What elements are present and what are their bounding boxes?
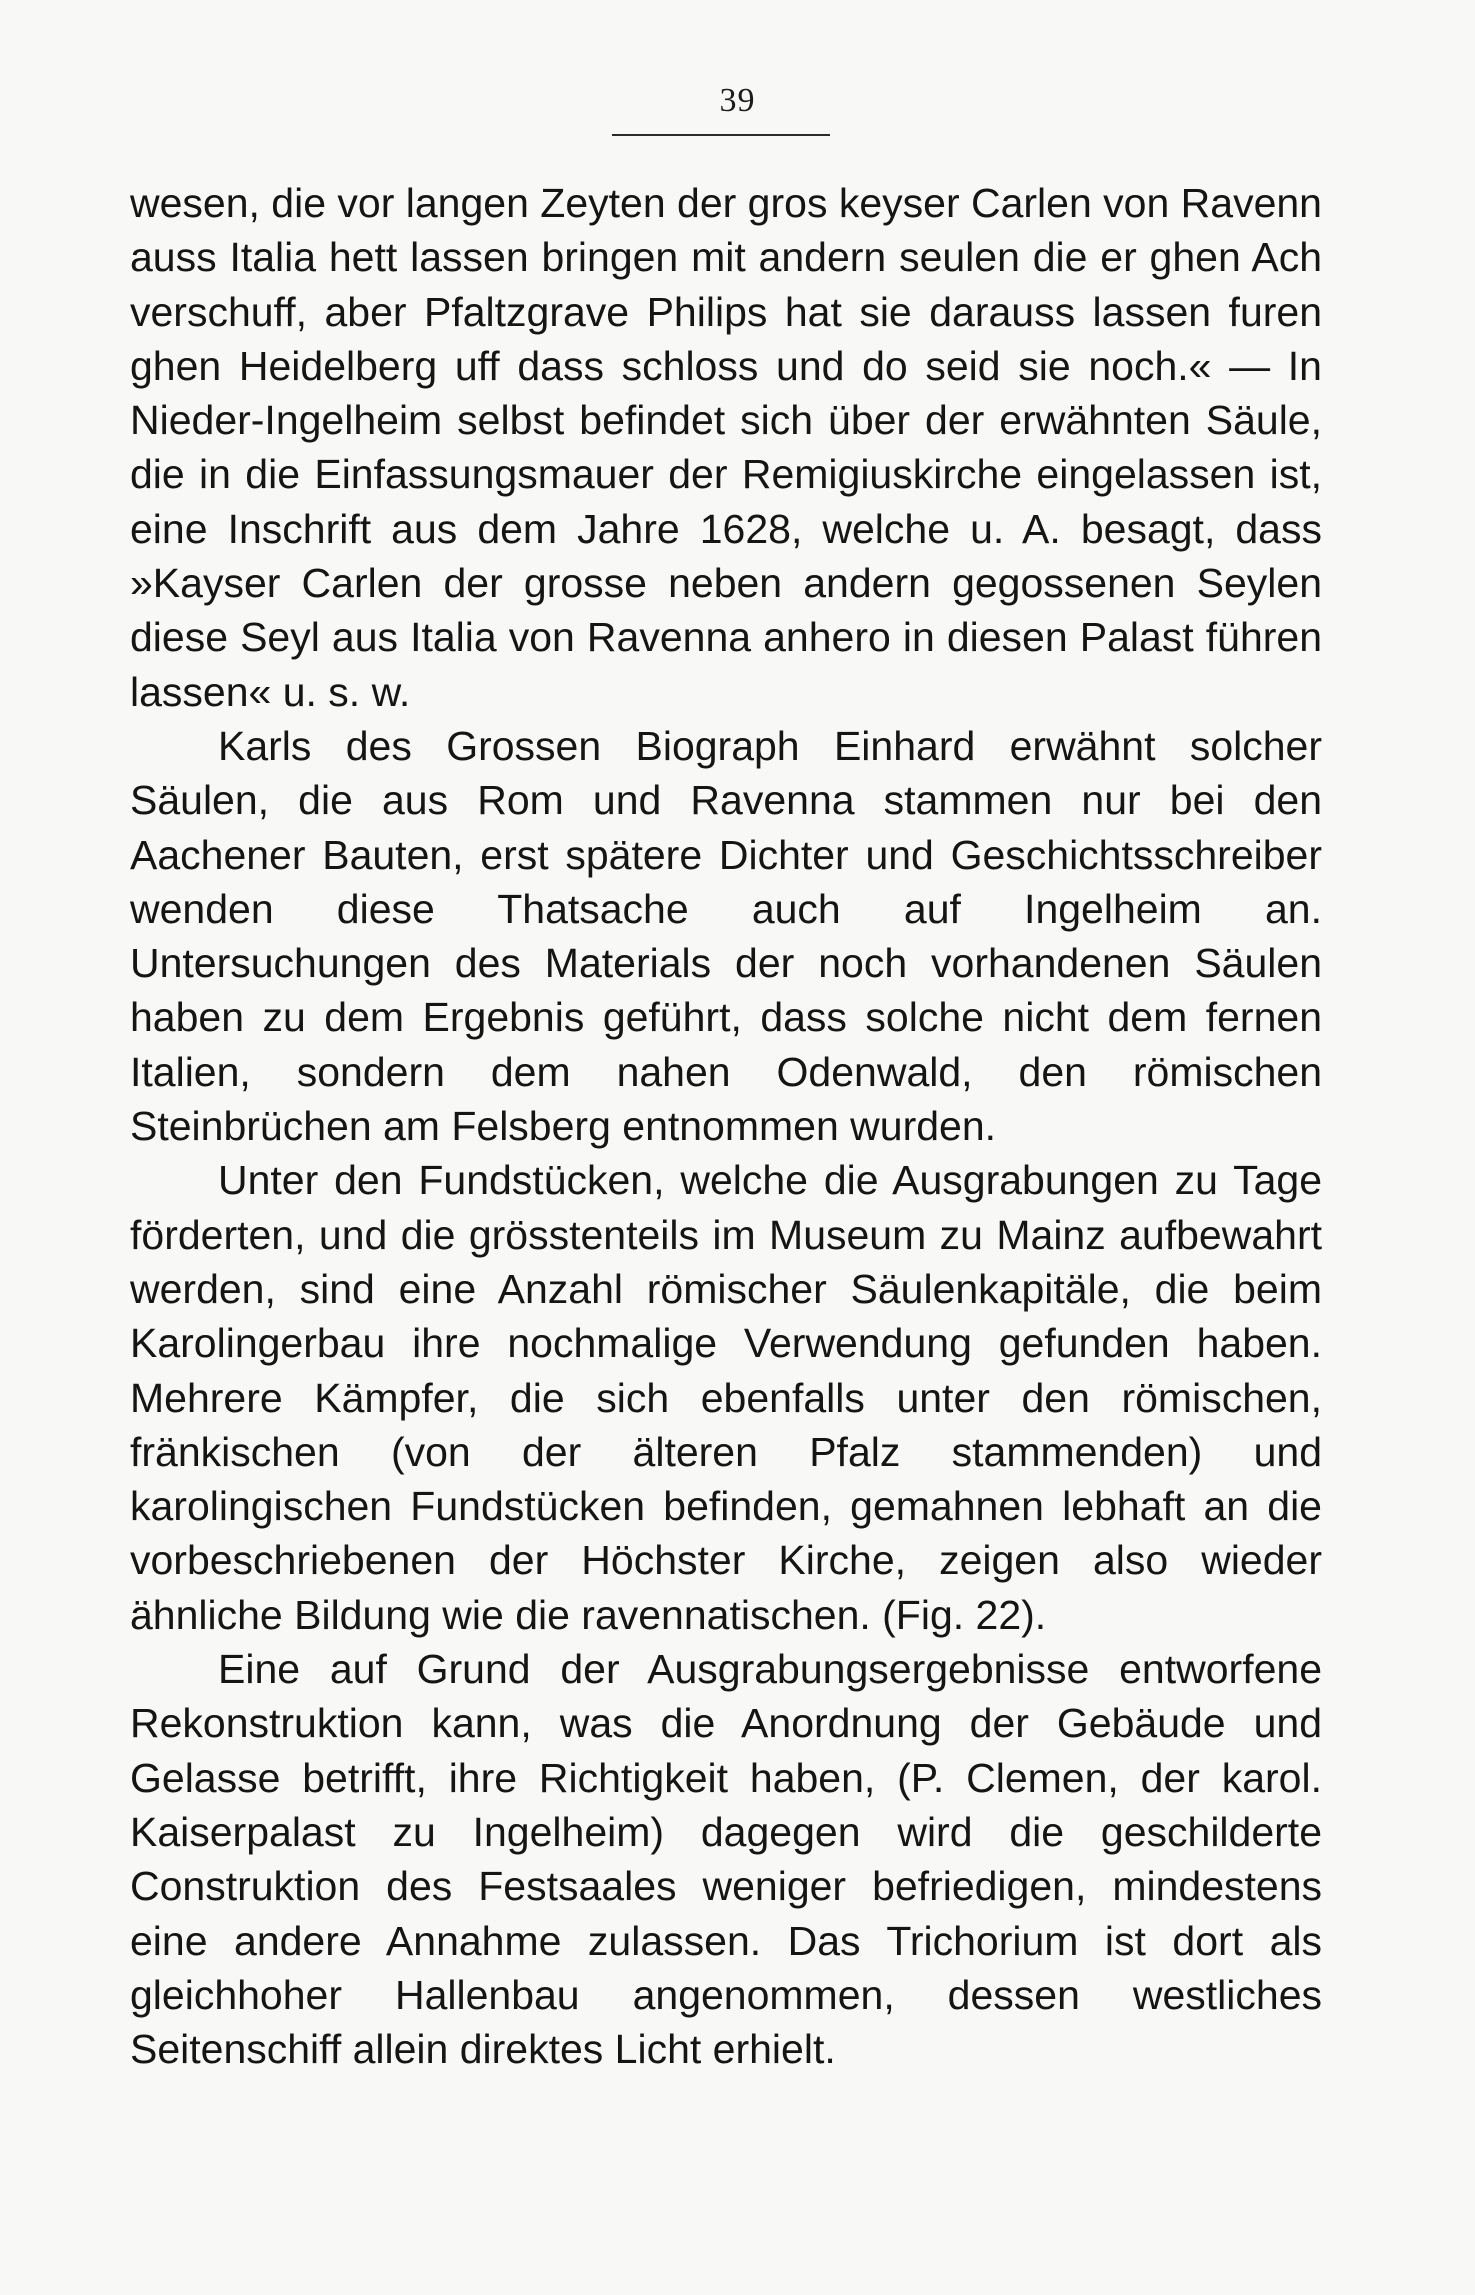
paragraph-3: Unter den Fundstücken, welche die Ausgrabungen zu Tage förderten, und die grösstenteils im Museum zu Mainz aufbewahrt werden, sind eine Anzahl römischer Säulenkapitäle, die beim Karolingerbau ihre nochmalige Verwendung gefunden haben. Mehrere Kämpfer, die sich ebenfalls unter den römischen, fränkischen (von der älteren Pfalz stammenden) und karolingischen Fundstücken befinden, gemahnen lebhaft an die vorbeschriebenen der Höchster Kirche, zeigen also wieder ähnliche Bildung wie die ravennatischen. (Fig. 22). xyxy=(130,1157,1322,1638)
page-number: 39 xyxy=(719,82,756,119)
paragraph-4: Eine auf Grund der Ausgrabungsergebnisse entworfene Rekonstruktion kann, was die Anordnung der Gebäude und Gelasse betrifft, ihre Richtigkeit haben, (P. Clemen, der karol. Kaiserpalast zu Ingelheim) dagegen wird die geschilderte Construktion des Festsaales weniger befriedigen, mindestens eine andere Annahme zulassen. Das Trichorium ist dort als gleichhoher Hallenbau angenommen, dessen westliches Seitenschiff allein direktes Licht erhielt. xyxy=(130,1646,1322,2073)
body-text xyxy=(130,176,1322,2076)
header-rule xyxy=(612,134,830,136)
paragraph-1: wesen, die vor langen Zeyten der gros keyser Carlen von Ravenn auss Italia hett lassen bringen mit andern seulen die er ghen Ach verschuff, aber Pfaltzgrave Philips hat sie darauss lassen furen ghen Heidelberg uff dass schloss und do seid sie noch.« — In Nieder-Ingelheim selbst befindet sich über der erwähnten Säule, die in die Einfassungsmauer der Remigiuskirche eingelassen ist, eine Inschrift aus dem Jahre 1628, welche u. A. besagt, dass »Kayser Carlen der grosse neben andern gegossenen Seylen diese Seyl aus Italia von Ravenna anhero in diesen Palast führen lassen« u. s. w. xyxy=(130,180,1322,715)
paragraph-2: Karls des Grossen Biograph Einhard erwähnt solcher Säulen, die aus Rom und Ravenna stammen nur bei den Aachener Bauten, erst spätere Dichter und Geschichtsschreiber wenden diese Thatsache auch auf Ingelheim an. Untersuchungen des Materials der noch vorhandenen Säulen haben zu dem Ergebnis geführt, dass solche nicht dem fernen Italien, sondern dem nahen Odenwald, den römischen Steinbrüchen am Felsberg entnommen wurden. xyxy=(130,722,1322,1150)
